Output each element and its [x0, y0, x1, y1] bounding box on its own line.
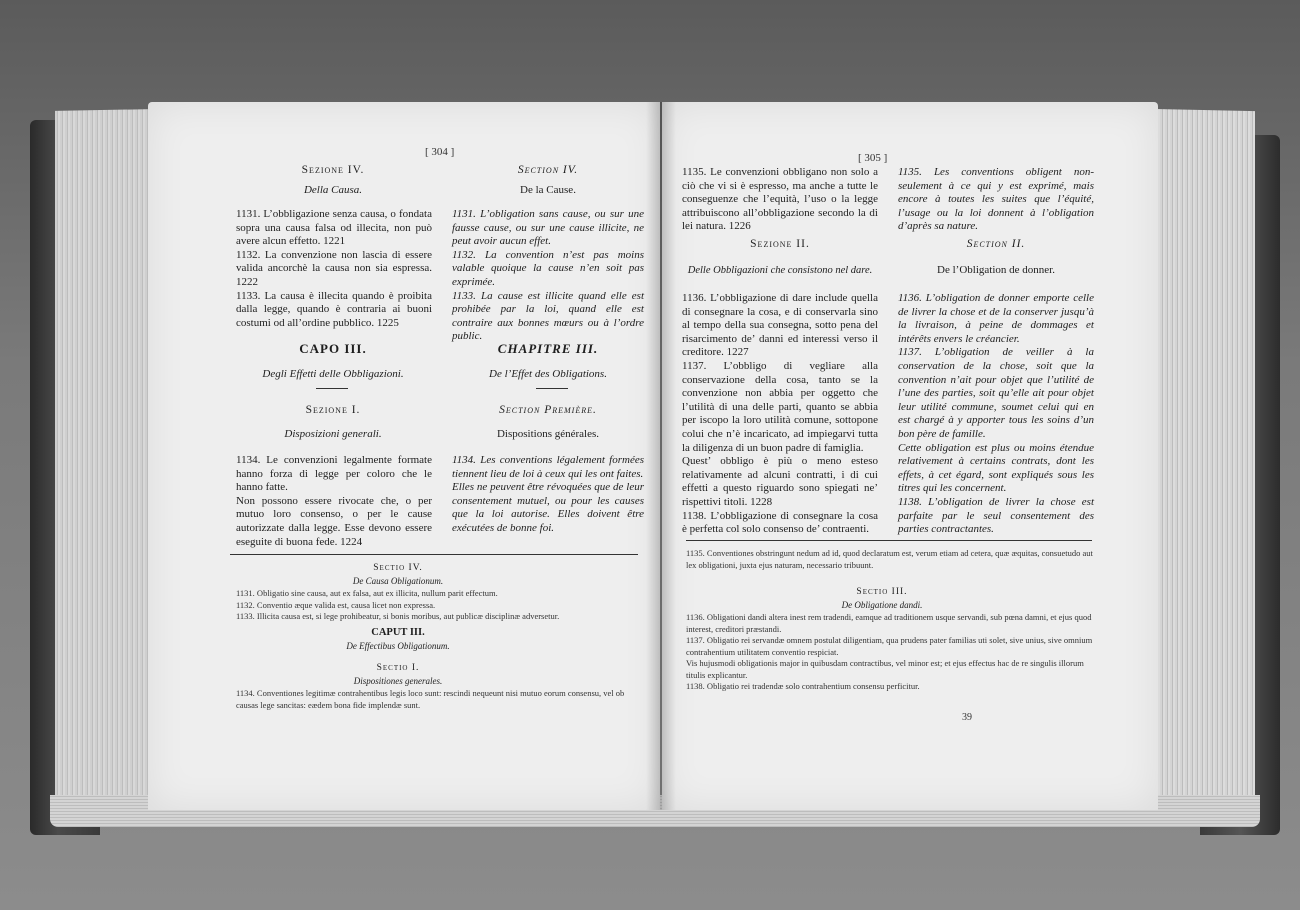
latin-section-subheading: De Obligatione dandi.	[841, 600, 923, 610]
article-1135-fr: 1135. Les conventions obligent non-seulement à ce qui y est exprimé, mais encore à toutes les suites que l’équité, l’usage ou la loi donnent à l’obligation d’après sa nature.	[898, 166, 1094, 233]
section-subheading: Delle Obbligazioni che consistono nel dare.	[687, 265, 873, 276]
chapter-heading: CHAPITRE III.	[497, 341, 599, 356]
section-heading: Section II.	[966, 238, 1026, 250]
article-1134-it: 1134. Le convenzioni legalmente formate hanno forza di legge per coloro che le hanno fatte.	[236, 454, 432, 494]
latin-chapter-subheading: De Effectibus Obligationum.	[346, 641, 450, 651]
article-1132-it: 1132. La convenzione non lascia di essere valida ancorchè la causa non sia espressa. 1222	[236, 248, 432, 288]
italian-column-top	[236, 208, 432, 330]
latin-note: 1131. Obligatio sine causa, aut ex falsa, aut ex illicita, nullum parit effectum.	[236, 588, 498, 598]
article-1137-fr-cont: Cette obligation est plus ou moins étendue relativement à certains contrats, dont les effets, à cet égard, sont expliqués sous les titres qui les concernent.	[898, 441, 1094, 495]
latin-note: 1137. Obligatio rei servandæ omnem postulat diligentiam, qua prudens pater familias uti solet, sive unius, sive omnium contrahentium utilitatem conventio respiciat.	[686, 635, 1093, 657]
french-column-bottom	[898, 292, 1094, 537]
latin-note: 1133. Illicita causa est, si lege prohibeatur, si bonis moribus, aut publicæ disciplinæ adversetur.	[236, 611, 560, 621]
right-page	[662, 102, 1158, 810]
italian-column-bottom	[236, 454, 432, 549]
signature-mark: 39	[962, 712, 972, 723]
book-gutter	[646, 102, 676, 810]
latin-section-subheading: De Causa Obligationum.	[352, 576, 444, 586]
article-1134-fr: 1134. Les conventions légalement formées tiennent lieu de loi à ceux qui les ont faites.	[452, 454, 644, 480]
latin-note: 1134. Conventiones legitimæ contrahentibus legis loco sunt: rescindi nequeunt nisi mutuo eorum consensu, vel ob causas lege sancitas: eædem bona fide implendæ sunt.	[236, 688, 625, 710]
page-number: [ 305 ]	[858, 152, 888, 164]
divider	[316, 388, 348, 389]
latin-notes-bottom	[236, 688, 636, 711]
latin-section-subheading: Dispositiones generales.	[353, 676, 443, 686]
latin-note: 1138. Obligatio rei tradendæ solo contrahentium consensu perficitur.	[686, 681, 920, 691]
footnote-rule	[230, 554, 638, 555]
page-edges-right	[1150, 109, 1255, 816]
section-subheading: Dispositions générales.	[496, 428, 600, 440]
french-column-bottom	[452, 454, 644, 536]
article-1137-it-cont: Quest’ obbligo è più o meno esteso relativamente ad alcuni contratti, i di cui effetti a questo riguardo sono spiegati ne’ rispettivi titoli. 1228	[682, 455, 878, 508]
page-edges-left	[55, 109, 150, 821]
section-heading: Section IV.	[517, 164, 579, 176]
latin-section-heading: Sectio III.	[856, 587, 908, 597]
french-column-top	[898, 166, 1094, 234]
latin-chapter-heading: CAPUT III.	[371, 627, 425, 638]
italian-column-top	[682, 166, 878, 234]
latin-notes-top	[236, 588, 636, 623]
article-1135-it: 1135. Le convenzioni obbligano non solo a ciò che vi si è espresso, ma anche a tutte le conseguenze che l’equità, l’uso o la legge attribuiscono all’obbligazione secondo la di lei natura. 1226	[682, 166, 878, 233]
section-heading: Section Première.	[499, 404, 597, 416]
section-heading: Sezione II.	[750, 238, 810, 250]
latin-notes-top	[686, 548, 1096, 571]
latin-notes-bottom	[686, 612, 1096, 693]
latin-note: 1136. Obligationi dandi altera inest rem tradendi, eamque ad traditionem usque servandi, sub pœna damni, et ejus quod interest, creditori præstandi.	[686, 612, 1092, 634]
article-1137-it: 1137. L’obbligo di vegliare alla conservazione della cosa, tanto se la convenzione non abbia per oggetto che l’utilità di una delle parti, quanto se abbia per iscopo la loro utilità comune, sottopone colui che n’è incaricato, ad impiegarvi tutta la diligenza di un buon padre di famiglia.	[682, 359, 878, 454]
section-heading: Sezione I.	[305, 404, 361, 416]
chapter-subheading: Degli Effetti delle Obbligazioni.	[262, 368, 404, 380]
article-1134-it-cont: Non possono essere rivocate che, o per mutuo loro consenso, o per le cause autorizzate dalla legge. Esse devono essere eseguite di buona fede. 1224	[236, 494, 432, 548]
section-subheading: Della Causa.	[303, 184, 363, 196]
article-1138-fr: 1138. L’obligation de livrer la chose est parfaite par le seul consentement des parties contractantes.	[898, 495, 1094, 536]
section-subheading: De la Cause.	[520, 184, 576, 196]
article-1133-fr: 1133. La cause est illicite quand elle est prohibée par la loi, quand elle est contraire aux bonnes mœurs ou à l’ordre public.	[452, 289, 644, 343]
footnote-rule	[686, 540, 1092, 541]
article-1131-fr: 1131. L’obligation sans cause, ou sur une fausse cause, ou sur une cause illicite, ne peut avoir aucun effet.	[452, 208, 644, 248]
chapter-heading: CAPO III.	[299, 341, 367, 356]
article-1136-it: 1136. L’obbligazione di dare include quella di consegnare la cosa, e di conservarla sino al tempo della sua consegna, sotto pena del risarcimento de’ danni ed interessi verso il creditore. 1227	[682, 292, 878, 359]
article-1133-it: 1133. La causa è illecita quando è proibita dalla legge, quando è contraria ai buoni costumi od all’ordine pubblico. 1225	[236, 289, 432, 329]
section-subheading: De l’Obligation de donner.	[937, 264, 1055, 276]
latin-section-heading: Sectio IV.	[373, 563, 423, 573]
latin-note: 1135. Conventiones obstringunt nedum ad id, quod declaratum est, verum etiam ad cetera, quæ æquitas, consuetudo aut lex obligationi, juxta ejus naturam, necessario tribuunt.	[686, 548, 1093, 570]
italian-column-bottom	[682, 292, 878, 537]
page-number: [ 304 ]	[425, 146, 455, 158]
article-1137-fr: 1137. L’obligation de veiller à la conservation de la chose, soit que la convention n’ait pour objet que l’utilité de l’une des parties, soit qu’elle ait pour objet leur utilité commune, soumet celui qui en est chargé à y apporter tous les soins d’un bon père de famille.	[898, 346, 1094, 440]
article-1131-it: 1131. L’obbligazione senza causa, o fondata sopra una causa falsa od illecita, non può avere alcun effetto. 1221	[236, 208, 432, 248]
article-1136-fr: 1136. L’obligation de donner emporte celle de livrer la chose et de la conserver jusqu’à la livraison, à peine de dommages et intérêts envers le créancier.	[898, 292, 1094, 345]
latin-note: 1132. Conventio æque valida est, causa licet non expressa.	[236, 599, 436, 610]
article-1132-fr: 1132. La convention n’est pas moins valable quoique la cause n’en soit pas exprimée.	[452, 248, 644, 288]
section-subheading: Disposizioni generali.	[284, 428, 382, 440]
left-page	[148, 102, 660, 810]
chapter-subheading: De l’Effet des Obligations.	[489, 368, 607, 380]
divider	[536, 388, 568, 389]
article-1138-it: 1138. L’obbligazione di consegnare la cosa è perfetta col solo consenso de’ contraenti.	[682, 509, 878, 536]
article-1134-fr-cont: Elles ne peuvent être révoquées que de leur consentement mutuel, ou pour les causes que la loi autorise. Elles doivent être exécutées de bonne foi.	[452, 481, 644, 534]
latin-note: Vis hujusmodi obligationis major in quibusdam contractibus, vel minor est; et ejus effectus hac de re singulis illorum titulis explicantur.	[686, 658, 1084, 680]
french-column-top	[452, 208, 644, 344]
section-heading: Sezione IV.	[301, 164, 365, 176]
latin-section-heading: Sectio I.	[376, 663, 420, 673]
